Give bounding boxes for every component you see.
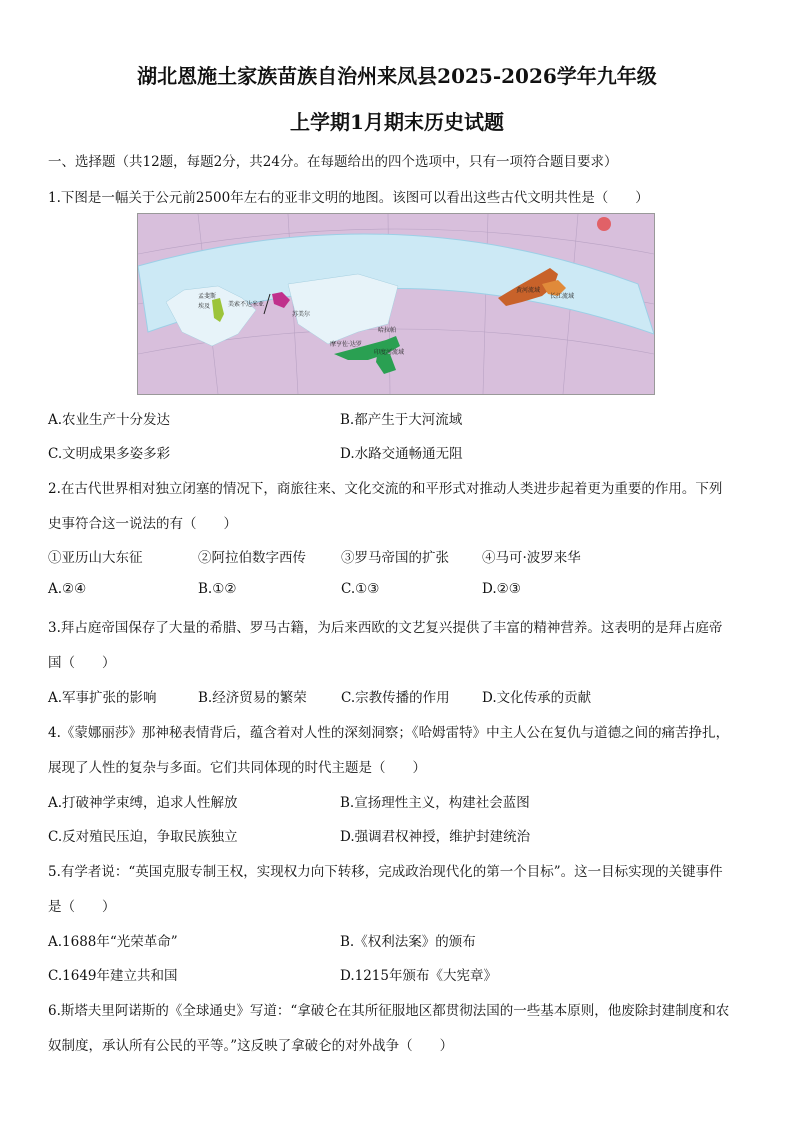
question-6-stem-2: 奴制度，承认所有公民的平等。”这反映了拿破仑的对外战争（ ） — [48, 1038, 454, 1054]
map-label-egypt: 埃及 — [198, 303, 211, 310]
map-label-memphis: 孟斐斯 — [198, 293, 217, 300]
map-svg — [138, 214, 654, 394]
q5-option-b[interactable]: B.《权利法案》的颁布 — [340, 934, 476, 950]
q1-option-b[interactable]: B.都产生于大河流域 — [340, 412, 463, 428]
q3-option-a[interactable]: A.军事扩张的影响 — [48, 690, 157, 706]
q4-option-d[interactable]: D.强调君权神授，维护封建统治 — [340, 829, 531, 845]
question-4-stem-2: 展现了人性的复杂与多面。它们共同体现的时代主题是（ ） — [48, 760, 426, 776]
map-label-mesopotamia: 美索不达米亚 — [228, 301, 265, 308]
q2-option-a[interactable]: A.②④ — [48, 581, 87, 597]
title-line-2: 上学期1月期末历史试题 — [290, 110, 504, 134]
question-5-stem-2: 是（ ） — [48, 899, 116, 915]
map-compass-icon — [597, 217, 611, 231]
ancient-civilizations-map — [137, 213, 655, 395]
q4-option-c[interactable]: C.反对殖民压迫，争取民族独立 — [48, 829, 238, 845]
map-label-yangtze: 长江流域 — [550, 293, 575, 300]
q5-option-c[interactable]: C.1649年建立共和国 — [48, 968, 178, 984]
question-1-stem: 1.下图是一幅关于公元前2500年左右的亚非文明的地图。该图可以看出这些古代文明共性是（ ） — [48, 190, 649, 206]
q3-option-d[interactable]: D.文化传承的贡献 — [482, 690, 592, 706]
q1-option-a[interactable]: A.农业生产十分发达 — [48, 412, 171, 428]
q4-option-b[interactable]: B.宣扬理性主义，构建社会蓝图 — [340, 795, 530, 811]
q4-option-a[interactable]: A.打破神学束缚，追求人性解放 — [48, 795, 238, 811]
title-line-1: 湖北恩施土家族苗族自治州来凤县2025-2026学年九年级 — [137, 64, 657, 88]
q3-option-c[interactable]: C.宗教传播的作用 — [341, 690, 450, 706]
q2-item-1: ①亚历山大东征 — [48, 550, 143, 566]
question-2-stem-1: 2.在古代世界相对独立闭塞的情况下，商旅往来、文化交流的和平形式对推动人类进步起着更为重要的作用。下列 — [48, 481, 723, 497]
question-5-stem-1: 5.有学者说：“英国克服专制王权，实现权力向下转移，完成政治现代化的第一个目标”。这一目标实现的关键事件 — [48, 864, 723, 880]
q2-option-c[interactable]: C.①③ — [341, 581, 380, 597]
q1-option-d[interactable]: D.水路交通畅通无阻 — [340, 446, 463, 462]
q2-item-3: ③罗马帝国的扩张 — [341, 550, 449, 566]
map-label-sumer: 苏美尔 — [292, 311, 311, 318]
question-3-stem-2: 国（ ） — [48, 655, 116, 671]
question-2-stem-2: 史事符合这一说法的有（ ） — [48, 516, 237, 532]
map-label-harappa: 哈拉帕 — [378, 327, 397, 334]
map-label-mohenjo-daro: 摩亨佐·达罗 — [330, 341, 362, 348]
q2-option-b[interactable]: B.①② — [198, 581, 237, 597]
map-label-indus-valley: 印度河流域 — [374, 349, 405, 356]
q3-option-b[interactable]: B.经济贸易的繁荣 — [198, 690, 307, 706]
section-heading: 一、选择题（共12题，每题2分，共24分。在每题给出的四个选项中，只有一项符合题目要求） — [48, 154, 618, 170]
q5-option-a[interactable]: A.1688年“光荣革命” — [48, 934, 178, 950]
question-4-stem-1: 4.《蒙娜丽莎》那神秘表情背后，蕴含着对人性的深刻洞察；《哈姆雷特》中主人公在复仇与道德之间的痛苦挣扎， — [48, 725, 730, 741]
question-6-stem-1: 6.斯塔夫里阿诺斯的《全球通史》写道：“拿破仑在其所征服地区都贯彻法国的一些基本原则，他废除封建制度和农 — [48, 1003, 730, 1019]
question-3-stem-1: 3.拜占庭帝国保存了大量的希腊、罗马古籍，为后来西欧的文艺复兴提供了丰富的精神营养。这表明的是拜占庭帝 — [48, 620, 723, 636]
q1-option-c[interactable]: C.文明成果多姿多彩 — [48, 446, 171, 462]
q5-option-d[interactable]: D.1215年颁布《大宪章》 — [340, 968, 497, 984]
q2-option-d[interactable]: D.②③ — [482, 581, 521, 597]
q2-item-2: ②阿拉伯数字西传 — [198, 550, 306, 566]
map-label-yellow-river: 黄河流域 — [516, 287, 541, 294]
q2-item-4: ④马可·波罗来华 — [482, 550, 581, 566]
